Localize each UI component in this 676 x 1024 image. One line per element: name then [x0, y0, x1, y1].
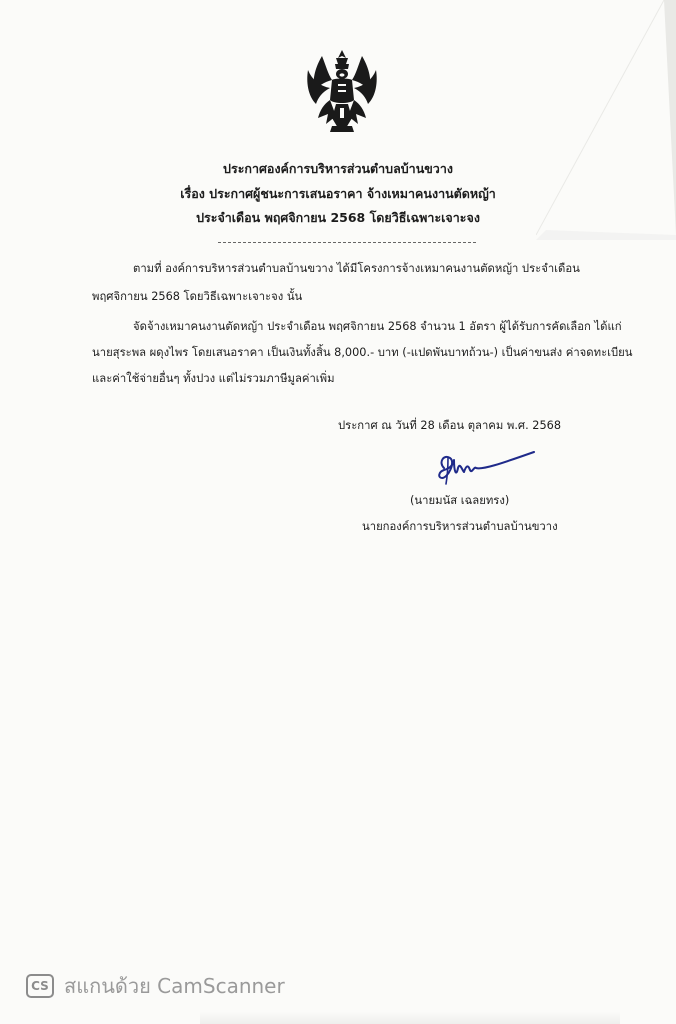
heading-divider	[218, 242, 476, 243]
heading-line-3: ประจำเดือน พฤศจิกายน 2568 โดยวิธีเฉพาะเจาะจง	[196, 210, 480, 225]
page-edge-shadow	[200, 1012, 620, 1024]
page-corner-fold	[536, 0, 676, 240]
paragraph-1-line-1: ตามที่ องค์การบริหารส่วนตำบลบ้านขวาง ได้มีโครงการจ้างเหมาคนงานตัดหญ้า ประจำเดือน	[133, 262, 580, 275]
camscanner-watermark	[26, 972, 285, 1000]
paragraph-1-line-2: พฤศจิกายน 2568 โดยวิธีเฉพาะเจาะจง นั้น	[92, 290, 303, 303]
watermark-text: สแกนด้วย CamScanner	[64, 974, 285, 998]
heading-line-2: เรื่อง ประกาศผู้ชนะการเสนอราคา จ้างเหมาคนงานตัดหญ้า	[180, 186, 496, 201]
paragraph-2-line-2: นายสุระพล ผดุงไพร โดยเสนอราคา เป็นเงินทั้งสิ้น 8,000.- บาท (-แปดพันบาทถ้วน-) เป็นค่าขนส่ง ค่าจดทะเบียน	[92, 346, 633, 359]
announcement-date: ประกาศ ณ วันที่ 28 เดือน ตุลาคม พ.ศ. 2568	[338, 419, 562, 432]
camscanner-logo-icon: CS	[26, 974, 54, 998]
garuda-emblem-icon	[302, 48, 382, 134]
heading-line-1: ประกาศองค์การบริหารส่วนตำบลบ้านขวาง	[223, 161, 453, 176]
handwritten-signature	[430, 448, 540, 486]
signer-name: (นายมนัส เฉลยทรง)	[410, 494, 510, 507]
signer-title: นายกองค์การบริหารส่วนตำบลบ้านขวาง	[362, 520, 558, 533]
paragraph-2-line-1: จัดจ้างเหมาคนงานตัดหญ้า ประจำเดือน พฤศจิกายน 2568 จำนวน 1 อัตรา ผู้ได้รับการคัดเลือก ได้แก่	[133, 320, 622, 333]
paragraph-2-line-3: และค่าใช้จ่ายอื่นๆ ทั้งปวง แต่ไม่รวมภาษีมูลค่าเพิ่ม	[92, 372, 335, 385]
